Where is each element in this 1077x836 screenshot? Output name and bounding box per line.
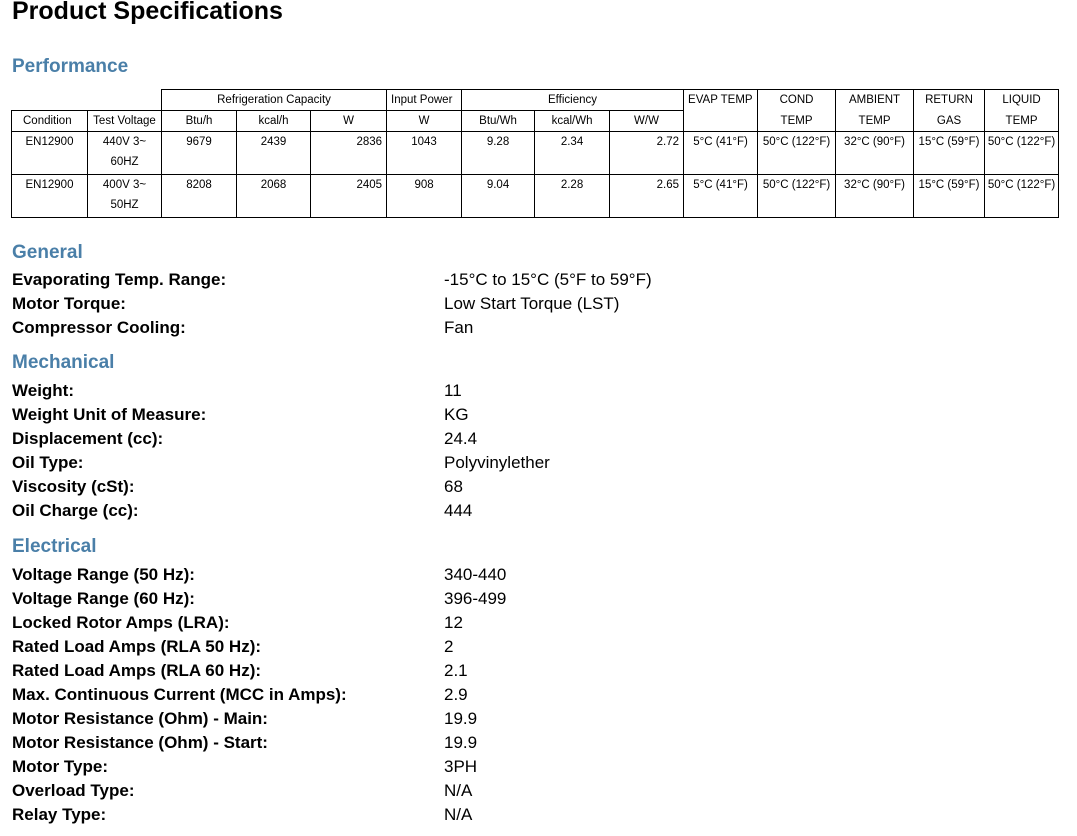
header-cond-temp-2: TEMP — [758, 111, 836, 132]
spec-row — [12, 379, 1012, 403]
spec-label: Motor Torque: — [12, 294, 126, 313]
spec-value: Low Start Torque (LST) — [444, 294, 620, 313]
header-eff-btuwh: Btu/Wh — [462, 111, 535, 132]
spec-value: 11 — [444, 381, 462, 400]
cell-condition: EN12900 — [12, 132, 88, 175]
spec-row — [12, 611, 1012, 635]
header-return-gas: RETURN — [914, 90, 985, 111]
cell-liquid-temp: 50°C (122°F) — [985, 175, 1059, 218]
header-input-power: Input Power — [387, 90, 462, 111]
performance-table — [11, 89, 1077, 218]
spec-label: Motor Type: — [12, 757, 109, 776]
spec-row — [12, 587, 1012, 611]
spec-label: Evaporating Temp. Range: — [12, 270, 227, 289]
spec-value: 12 — [444, 613, 463, 632]
cell-cap-btuh: 9679 — [162, 132, 237, 175]
cell-eff-btuwh: 9.04 — [462, 175, 535, 218]
spec-label: Overload Type: — [12, 781, 135, 800]
performance-heading: Performance — [12, 56, 129, 77]
spec-label: Locked Rotor Amps (LRA): — [12, 613, 230, 632]
cell-power-w: 908 — [387, 175, 462, 218]
header-eff-kcalwh: kcal/Wh — [535, 111, 610, 132]
cell-eff-btuwh: 9.28 — [462, 132, 535, 175]
header-liquid-temp: LIQUID — [985, 90, 1059, 111]
spec-value: 3PH — [444, 757, 478, 776]
blank-header-cell — [88, 90, 162, 111]
mechanical-heading: Mechanical — [12, 352, 115, 373]
spec-value: Polyvinylether — [444, 453, 550, 472]
header-power-w: W — [387, 111, 462, 132]
cell-voltage-line-1: 400V 3~ — [102, 179, 147, 191]
cell-return-gas: 15°C (59°F) — [914, 175, 985, 218]
cell-voltage-line-1: 440V 3~ — [102, 136, 147, 148]
spec-label: Rated Load Amps (RLA 60 Hz): — [12, 661, 262, 680]
cell-eff-ww: 2.72 — [610, 132, 684, 175]
spec-value: 2 — [444, 637, 454, 656]
header-ambient-temp-2: TEMP — [836, 111, 914, 132]
spec-label: Displacement (cc): — [12, 429, 164, 448]
spec-label: Voltage Range (50 Hz): — [12, 565, 195, 584]
spec-value: 340-440 — [444, 565, 507, 584]
spec-label: Oil Charge (cc): — [12, 501, 139, 520]
general-heading: General — [12, 242, 83, 263]
cell-ambient-temp: 32°C (90°F) — [836, 132, 914, 175]
header-cap-kcalh: kcal/h — [237, 111, 311, 132]
header-evap-temp-blank — [684, 111, 758, 132]
spec-value: 396-499 — [444, 589, 507, 608]
spec-value: 24.4 — [444, 429, 478, 448]
spec-value: -15°C to 15°C (5°F to 59°F) — [444, 270, 652, 289]
cell-eff-ww: 2.65 — [610, 175, 684, 218]
cell-test-voltage — [88, 175, 162, 218]
spec-value: N/A — [444, 805, 473, 824]
header-efficiency: Efficiency — [462, 90, 684, 111]
blank-header-cell — [12, 90, 88, 111]
cell-cap-kcalh: 2068 — [237, 175, 311, 218]
cell-liquid-temp: 50°C (122°F) — [985, 132, 1059, 175]
spec-label: Motor Resistance (Ohm) - Start: — [12, 733, 268, 752]
table-row — [12, 132, 1077, 175]
header-condition: Condition — [12, 111, 88, 132]
spec-value: Fan — [444, 318, 474, 337]
cell-evap-temp: 5°C (41°F) — [684, 132, 758, 175]
spec-row — [12, 563, 1012, 587]
spec-row — [12, 451, 1012, 475]
spec-row — [12, 268, 1012, 292]
header-return-gas-2: GAS — [914, 111, 985, 132]
spec-value: 68 — [444, 477, 463, 496]
spec-row — [12, 707, 1012, 731]
cell-test-voltage — [88, 132, 162, 175]
spec-value: 2.9 — [444, 685, 468, 704]
spec-row — [12, 499, 1012, 523]
spec-row — [12, 475, 1012, 499]
spec-label: Viscosity (cSt): — [12, 477, 135, 496]
spec-row — [12, 803, 1012, 827]
spec-label: Compressor Cooling: — [12, 318, 186, 337]
cell-evap-temp: 5°C (41°F) — [684, 175, 758, 218]
cell-power-w: 1043 — [387, 132, 462, 175]
general-spec-list — [12, 268, 1012, 340]
spec-value: N/A — [444, 781, 473, 800]
spec-label: Voltage Range (60 Hz): — [12, 589, 195, 608]
header-liquid-temp-2: TEMP — [985, 111, 1059, 132]
cell-eff-kcalwh: 2.34 — [535, 132, 610, 175]
header-cond-temp: COND — [758, 90, 836, 111]
header-test-voltage: Test Voltage — [88, 111, 162, 132]
spec-value: 444 — [444, 501, 473, 520]
spec-row — [12, 635, 1012, 659]
page-title: Product Specifications — [12, 0, 283, 25]
cell-cond-temp: 50°C (122°F) — [758, 132, 836, 175]
electrical-heading: Electrical — [12, 536, 97, 557]
spec-label: Oil Type: — [12, 453, 84, 472]
spec-row — [12, 427, 1012, 451]
spec-label: Motor Resistance (Ohm) - Main: — [12, 709, 268, 728]
cell-voltage-line-2: 50HZ — [110, 199, 139, 211]
spec-label: Max. Continuous Current (MCC in Amps): — [12, 685, 347, 704]
spec-row — [12, 403, 1012, 427]
header-cap-btuh: Btu/h — [162, 111, 237, 132]
spec-row — [12, 316, 1012, 340]
header-cap-w: W — [311, 111, 387, 132]
mechanical-spec-list — [12, 379, 1012, 523]
spec-row — [12, 779, 1012, 803]
cell-cap-w: 2836 — [311, 132, 387, 175]
spec-value: KG — [444, 405, 469, 424]
spec-label: Weight Unit of Measure: — [12, 405, 207, 424]
electrical-spec-list — [12, 563, 1012, 827]
spec-row — [12, 755, 1012, 779]
spec-value: 19.9 — [444, 733, 478, 752]
cell-cap-w: 2405 — [311, 175, 387, 218]
cell-eff-kcalwh: 2.28 — [535, 175, 610, 218]
spec-row — [12, 683, 1012, 707]
cell-cond-temp: 50°C (122°F) — [758, 175, 836, 218]
spec-row — [12, 659, 1012, 683]
header-refrigeration-capacity: Refrigeration Capacity — [162, 90, 387, 111]
spec-label: Relay Type: — [12, 805, 107, 824]
header-ambient-temp: AMBIENT — [836, 90, 914, 111]
cell-ambient-temp: 32°C (90°F) — [836, 175, 914, 218]
spec-value: 19.9 — [444, 709, 478, 728]
spec-row — [12, 292, 1012, 316]
header-evap-temp: EVAP TEMP — [684, 90, 758, 111]
spec-label: Rated Load Amps (RLA 50 Hz): — [12, 637, 262, 656]
header-eff-ww: W/W — [610, 111, 684, 132]
spec-label: Weight: — [12, 381, 75, 400]
cell-condition: EN12900 — [12, 175, 88, 218]
cell-return-gas: 15°C (59°F) — [914, 132, 985, 175]
spec-row — [12, 731, 1012, 755]
spec-value: 2.1 — [444, 661, 468, 680]
table-row — [12, 175, 1077, 218]
cell-cap-btuh: 8208 — [162, 175, 237, 218]
cell-cap-kcalh: 2439 — [237, 132, 311, 175]
cell-voltage-line-2: 60HZ — [110, 156, 139, 168]
